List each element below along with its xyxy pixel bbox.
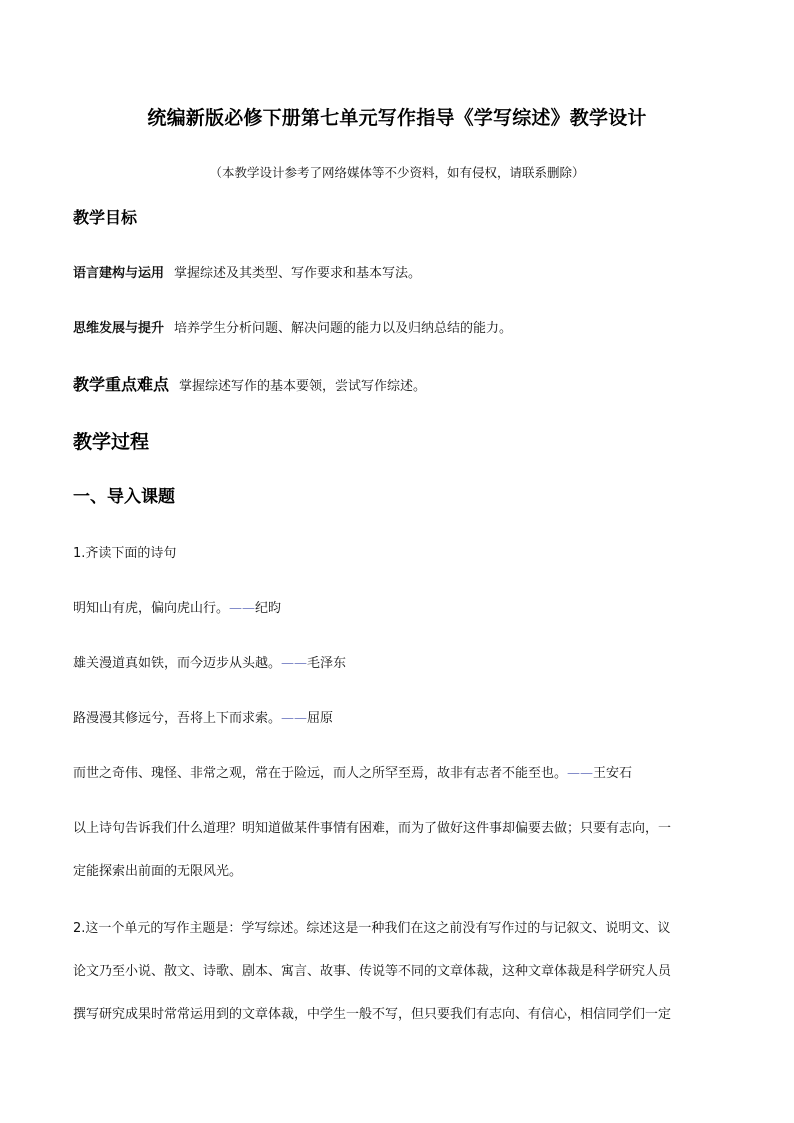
section-heading: 一、导入课题	[73, 487, 175, 507]
dash: ——	[567, 766, 594, 781]
dash: ——	[281, 656, 308, 671]
poem-author: 毛泽东	[307, 656, 347, 671]
poem-line	[73, 762, 632, 781]
reflection-line: 以上诗句告诉我们什么道理？明知道做某件事情有困难，而为了做好这件事却偏要去做；只要有志向，一	[73, 821, 672, 836]
poem-text: 路漫漫其修远兮，吾将上下而求索。	[73, 711, 282, 726]
objective-label: 语言建构与运用	[73, 266, 165, 281]
dash: ——	[229, 601, 256, 616]
objective-text: 掌握综述及其类型、写作要求和基本写法。	[174, 266, 422, 281]
step-2-line: 论文乃至小说、散文、诗歌、剧本、寓言、故事、传说等不同的文章体裁，这种文章体裁是科学研究人员	[73, 964, 672, 979]
step-2-line: 2.这一个单元的写作主题是：学写综述。综述这是一种我们在这之前没有写作过的与记叙文、说明文、议	[73, 921, 671, 936]
poem-line	[73, 597, 281, 616]
objective-item	[73, 262, 421, 281]
reflection-line: 定能探索出前面的无限风光。	[73, 864, 243, 879]
process-heading: 教学过程	[73, 431, 150, 453]
document-title: 统编新版必修下册第七单元写作指导《学写综述》教学设计	[147, 107, 647, 129]
key-points-label: 教学重点难点	[73, 375, 170, 394]
poem-text: 明知山有虎，偏向虎山行。	[73, 601, 230, 616]
key-points	[73, 372, 426, 395]
poem-text: 雄关漫道真如铁，而今迈步从头越。	[73, 656, 282, 671]
objective-label: 思维发展与提升	[73, 321, 165, 336]
poem-line	[73, 652, 346, 671]
poem-author: 王安石	[593, 766, 633, 781]
step-1: 1.齐读下面的诗句	[73, 546, 177, 561]
poem-author: 屈原	[307, 711, 334, 726]
dash: ——	[281, 711, 308, 726]
objectives-heading: 教学目标	[73, 208, 138, 227]
step-2-line: 撰写研究成果时常常运用到的文章体裁，中学生一般不写，但只要我们有志向、有信心，相信同学们一定	[73, 1007, 672, 1022]
poem-text: 而世之奇伟、瑰怪、非常之观，常在于险远，而人之所罕至焉，故非有志者不能至也。	[73, 766, 568, 781]
document-subtitle: （本教学设计参考了网络媒体等不少资料，如有侵权，请联系删除）	[209, 165, 585, 180]
poem-line	[73, 707, 333, 726]
poem-author: 纪昀	[255, 601, 282, 616]
objective-item	[73, 317, 512, 336]
objective-text: 培养学生分析问题、解决问题的能力以及归纳总结的能力。	[174, 321, 513, 336]
key-points-text: 掌握综述写作的基本要领，尝试写作综述。	[179, 379, 427, 394]
